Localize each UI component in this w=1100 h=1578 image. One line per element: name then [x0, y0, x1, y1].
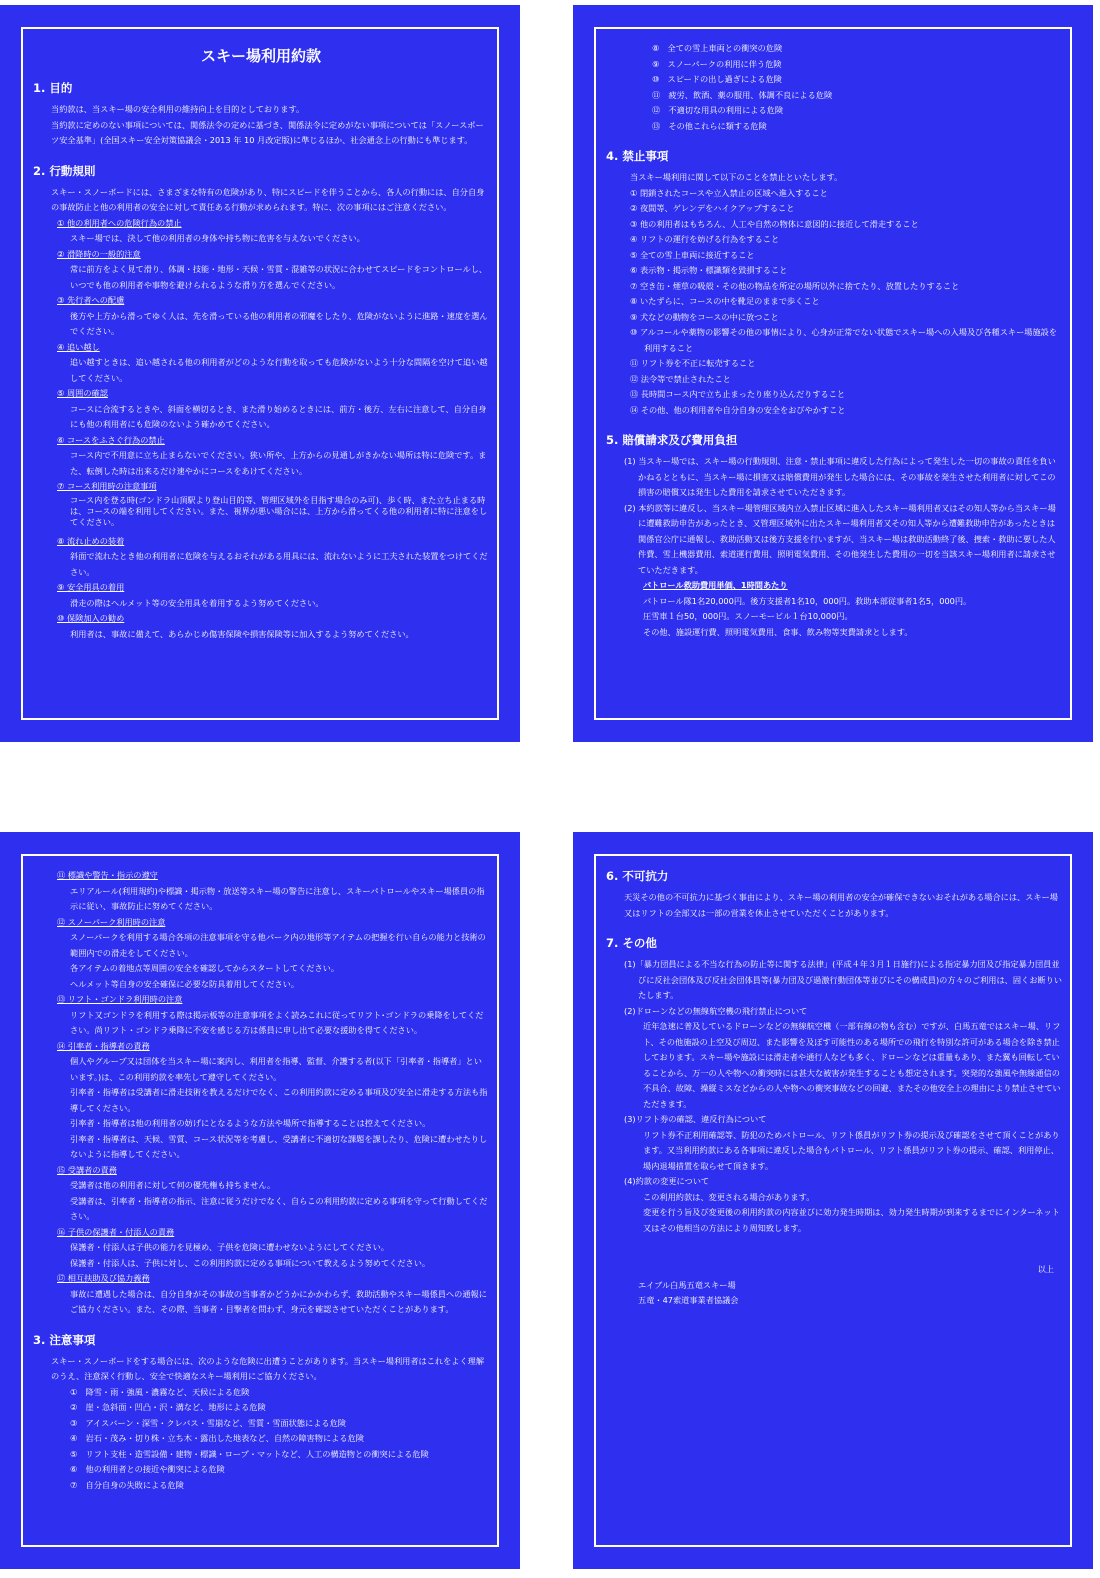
section-4-intro: 当スキー場利用に関して以下のことを禁止といたします。 — [630, 172, 843, 182]
section-7-para-4-heading: (4)約款の変更について — [624, 1176, 710, 1186]
section-5-title: 5. 賠償請求及び費用負担 — [606, 433, 738, 447]
rule-14-heading: ⑭ 引率者・指導者の責務 — [57, 1040, 150, 1051]
risk-item: ⑥ 他の利用者との接近や衝突による危険 — [70, 1464, 225, 1474]
rule-9-heading: ⑨ 安全用具の着用 — [57, 582, 125, 592]
fee-heading: パトロール救助費用単価、1時間あたり — [643, 580, 788, 590]
prohibited-item: ③ 他の利用者はもちろん、人工や自然の物体に意図的に接近して滑走すること — [630, 218, 919, 229]
rule-8-heading: ⑧ 流れ止めの装着 — [57, 535, 125, 546]
prohibited-item: ② 夜間等、ゲレンデをハイクアップすること — [630, 203, 795, 213]
rule-7-body: コース内を登る時(ゴンドラ山頂駅より登山目的等、管理区域外を目指す場合のみ可)、歩く時、また立ち止まる時は、コースの端を利用してください。また、視界が悪い場合には、上方から滑ってくる他の利用者に特に注意をしてください。 — [70, 494, 488, 527]
rule-2-body: 常に前方をよく見て滑り、体調・技能・地形・天候・雪質・混雑等の状況に合わせてスピードをコントロールし、いつでも他の利用者や事物を避けられるような滑り方を選んでください。 — [70, 264, 488, 290]
section-1-para: 当約款は、当スキー場の安全利用の維持向上を目的としております。 — [51, 104, 305, 114]
prohibited-item: ⑦ 空き缶・煙草の吸殻・その他の物品を所定の場所以外に捨てたり、放置したりすること — [630, 280, 960, 291]
section-6-body: 天災その他の不可抗力に基づく事由により、スキー場の利用者の安全が確保できないおそれがある場合には、スキー場又はリフトの全部又は一部の営業を休止させていただくことがあります。 — [624, 892, 1058, 918]
rule-14-body: 個人やグループ又は団体を当スキー場に案内し、利用者を指導、監督、介護する者(以下「引率者・指導者」といいます。)は、この利用約款を率先して遵守してください。 — [70, 1056, 482, 1082]
prohibited-item: ⑧ いたずらに、コースの中を靴足のままで歩くこと — [630, 296, 820, 306]
rule-15-body: 受講者は、引率者・指導者の指示、注意に従うだけでなく、自らこの利用約款に定める事項を守って行動してください。 — [70, 1195, 488, 1221]
risk-item: ⑤ リフト支柱・造雪設備・建物・標識・ロープ・マットなど、人工の構造物との衝突による危険 — [70, 1448, 429, 1459]
organization-name: 五竜・47索道事業者協議会 — [638, 1295, 739, 1305]
section-4-title: 4. 禁止事項 — [606, 149, 669, 163]
prohibited-item: ④ リフトの運行を妨げる行為をすること — [630, 234, 780, 244]
section-5-para-1: (1) 当スキー場では、スキー場の行動規則、注意・禁止事項に違反した行為によって発生した一切の事故の責任を負いかねるとともに、当スキー場に損害又は賠償費用が発生した場合には、その事故を発生させた利用者に対してこの損害の賠償又は発生した費用を請求させていただきます。 — [624, 456, 1056, 497]
page-4 — [573, 832, 1093, 1569]
risk-item: ⑬ その他これらに類する危険 — [652, 120, 767, 131]
fee-line: 圧雪車１台50，000円。スノーモービル１台10,000円。 — [643, 611, 853, 621]
rule-17-heading: ⑰ 相互扶助及び協力義務 — [57, 1273, 150, 1283]
rule-10-body: 利用者は、事故に備えて、あらかじめ傷害保険や損害保険等に加入するよう努めてください。 — [70, 628, 414, 639]
risk-item: ③ アイスバーン・深雪・クレバス・雪崩など、雪質・雪面状態による危険 — [70, 1417, 346, 1428]
page-2 — [573, 5, 1093, 742]
rule-13-heading: ⑬ リフト・ゴンドラ利用時の注意 — [57, 994, 183, 1004]
risk-item: ① 降雪・雨・強風・濃霧など、天候による危険 — [70, 1386, 250, 1397]
rule-2-heading: ② 滑降時の一般的注意 — [57, 248, 141, 259]
rule-12-heading: ⑫ スノーパーク利用時の注意 — [57, 916, 166, 927]
rule-16-heading: ⑯ 子供の保護者・付添人の責務 — [57, 1226, 175, 1237]
rule-8-body: 斜面で流れたとき他の利用者に危険を与えるおそれがある用具には、流れないように工夫された装置をつけてください。 — [70, 551, 488, 577]
risk-item: ④ 岩石・茂み・切り株・立ち木・露出した地表など、自然の障害物による危険 — [70, 1433, 364, 1443]
section-3-intro: スキー・スノーボードをする場合には、次のような危険に出遭うことがあります。当スキー場利用者はこれをよく理解のうえ、注意深く行動し、安全で快適なスキー場利用にご協力ください。 — [51, 1355, 485, 1381]
prohibited-item: ⑫ 法令等で禁止されたこと — [630, 373, 731, 384]
fee-line: その他、施設運行費、照明電気費用、食事、飲み物等実費請求とします。 — [643, 626, 913, 637]
rule-4-heading: ④ 追い越し — [57, 341, 100, 352]
document-title: スキー場利用約款 — [200, 47, 321, 65]
rule-17-body: 事故に遭遇した場合は、自分自身がその事故の当事者かどうかにかかわらず、救助活動やスキー場係員への通報にご協力ください。また、その際、当事者・目撃者を問わず、身元を確認させていただくことがあります。 — [70, 1288, 487, 1314]
closing-mark: 以上 — [1037, 1264, 1054, 1274]
rule-14-body: 引率者・指導者は受講者に滑走技術を教えるだけでなく、この利用約款に定める事項及び安全に滑走する方法も指導してください。 — [70, 1087, 488, 1113]
section-5-para-2: (2) 本約款等に違反し、当スキー場管理区域内立入禁止区域に進入したスキー場利用者又はその知人等から当スキー場に遭難救助申告があったとき、又管理区域外に出たスキー場利用者又その知人等から遭難救助申告があったときは関係官公庁に通報し、救助活動又は後方支援を行いますが、当スキー場は救助活動終了後、捜索・救助に要した人件費、雪上機器費用、索道運行費用、照明電気費用、その他発生した費用の一切を当該スキー場利用者に請求させていただきます。 — [624, 502, 1056, 575]
rule-1-body: スキー場では、決して他の利用者の身体や持ち物に危害を与えないでください。 — [70, 233, 365, 243]
section-6-title: 6. 不可抗力 — [606, 869, 669, 883]
section-7-para-1: (1)「暴力団員による不当な行為の防止等に関する法律」(平成４年３月１日施行)による指定暴力団及び指定暴力団員並びに反社会団体及び反社会団体員等(暴力団及び過激行動団体等並びにその構成員)の方々のご利用は、固くお断りいたします。 — [624, 959, 1062, 1000]
section-2-intro: スキー・スノーボードには、さまざまな特有の危険があり、特にスピードを伴うことから、各人の行動には、自分自身の事故防止と他の利用者の安全に対して責任ある行動が求められます。特に、次の事項にはご注意ください。 — [51, 186, 485, 212]
risk-item: ⑨ スノーパークの利用に伴う危険 — [652, 58, 782, 69]
section-7-para-3-body: リフト券不正利用確認等、防犯のためパトロール、リフト係員がリフト券の提示及び確認をさせて頂くことがあります。又当利用約款にある各事項に違反した場合もパトロール、リフト係員がリフト券の提示、確認、利用停止、場内退場措置を取らせて頂きます。 — [643, 1129, 1060, 1171]
section-1-title: 1. 目的 — [33, 81, 73, 95]
rule-12-body: スノーパークを利用する場合各項の注意事項を守る他パーク内の地形等アイテムの把握を行い自らの能力と技術の範囲内での滑走をしてください。 — [70, 932, 486, 958]
rule-6-heading: ⑥ コースをふさぐ行為の禁止 — [57, 434, 165, 445]
prohibited-item: ⑨ 犬などの動物をコースの中に放つこと — [630, 311, 779, 322]
page-4-frame — [594, 854, 1072, 1547]
prohibited-item: ⑩ アルコールや薬物の影響その他の事情により、心身が正常でない状態でスキー場への入場及び各種スキー場施設を利用すること — [630, 327, 1058, 353]
page-1-frame — [21, 27, 499, 720]
section-7-para-4-body: 変更を行う旨及び変更後の利用約款の内容並びに効力発生時期は、効力発生時期が到来するまでにインターネット又はその他相当の方法により周知致します。 — [643, 1207, 1060, 1233]
rule-6-body: コース内で不用意に立ち止まらないでください。狭い所や、上方からの見通しがきかない場所は特に危険です。また、転倒した時は出来るだけ速やかにコースをあけてください。 — [70, 450, 487, 476]
page-2-frame — [594, 27, 1072, 720]
organization-name: エイブル白馬五竜スキー場 — [638, 1279, 736, 1290]
section-7-para-3-heading: (3)リフト券の確認、違反行為について — [624, 1114, 767, 1124]
prohibited-item: ① 閉鎖されたコースや立入禁止の区域へ進入すること — [630, 187, 828, 198]
risk-item: ⑫ 不適切な用具の利用による危険 — [652, 105, 784, 115]
section-7-para-4-body: この利用約款は、変更される場合があります。 — [643, 1191, 815, 1202]
rule-11-body: エリアルール(利用規約)や標識・掲示物・放送等スキー場の警告に注意し、スキーパトロールやスキー場係員の指示に従い、事故防止に努めてください。 — [70, 885, 485, 911]
rule-11-heading: ⑪ 標識や警告・指示の遵守 — [57, 870, 158, 880]
rule-16-body: 保護者・付添人は子供の能力を見極め、子供を危険に遭わせないようにしてください。 — [70, 1242, 389, 1252]
risk-item: ⑦ 自分自身の失敗による危険 — [70, 1479, 184, 1490]
section-1-para: 当約款に定めのない事項については、関係法令の定めに基づき、関係法令に定めがない事項については「スノースポーツ安全基準」(全国スキー安全対策協議会・2013 年 10 月改定版)に準じるほか、社会通念上の行動にも準じます。 — [51, 119, 484, 145]
rule-12-body: 各アイテムの着地点等周囲の安全を確認してからスタートしてください。 — [70, 963, 340, 973]
fee-line: パトロール隊1名20,000円。後方支援者1名10，000円。救助本部従事者1名5，000円。 — [643, 595, 972, 606]
rule-14-body: 引率者・指導者は、天候、雪質、コース状況等を考慮し、受講者に不適切な課題を課したり、危険に遭わせたりしないように指導してください。 — [70, 1133, 488, 1159]
rule-5-heading: ⑤ 周囲の確認 — [57, 388, 108, 398]
section-7-title: 7. その他 — [606, 936, 657, 950]
section-2-title: 2. 行動規則 — [33, 163, 96, 178]
page-3 — [0, 832, 520, 1569]
rule-10-heading: ⑩ 保険加入の勧め — [57, 613, 125, 623]
section-7-para-2-heading: (2)ドローンなどの無線航空機の飛行禁止について — [624, 1005, 808, 1016]
rule-14-body: 引率者・指導者は他の利用者の妨げにとなるような方法や場所で指導することは控えてください。 — [70, 1118, 431, 1128]
page-3-frame — [21, 854, 499, 1547]
prohibited-item: ⑥ 表示物・掲示物・標識類を毀損すること — [630, 265, 788, 275]
prohibited-item: ⑤ 全ての雪上車両に接近すること — [630, 249, 755, 260]
rule-4-body: 追い越すときは、追い越される他の利用者がどのような行動を取っても危険がないよう十分な間隔を空けて追い越してください。 — [70, 357, 488, 383]
prohibited-item: ⑬ 長時間コース内で立ち止まったり座り込んだりすること — [630, 389, 846, 399]
rule-3-body: 後方や上方から滑ってゆく人は、先を滑っている他の利用者の邪魔をしたり、危険がないように進路・速度を選んでください。 — [70, 310, 488, 336]
rule-16-body: 保護者・付添人は、子供に対し、この利用約款に定める事項について教えるよう努めてください。 — [70, 1257, 431, 1268]
prohibited-item: ⑪ リフト券を不正に転売すること — [630, 358, 756, 368]
rule-3-heading: ③ 先行者への配慮 — [57, 295, 125, 305]
rule-7-heading: ⑦ コース利用時の注意事項 — [57, 481, 157, 491]
page-1 — [0, 5, 520, 742]
rule-12-body: ヘルメット等自身の安全確保に必要な防具着用してください。 — [70, 978, 300, 989]
prohibited-item: ⑭ その他、他の利用者や自分自身の安全をおびやかすこと — [630, 404, 846, 415]
section-7-para-2-body: 近年急速に普及しているドローンなどの無線航空機（一部有線の物も含む）ですが、白馬五竜ではスキー場、リフト、その他施設の上空及び周辺、また影響を及ぼす可能性のある場所での飛行を特別な許可がある場合を除き禁止しております。スキー場や施設には滑走者や通行人なども多く、ドローンなどは重量もあり、また翼も回転していることから、万一の人や物への衝突時には甚大な被害が発生することも想定されます。突発的な強風や無線通信の不具合、故障、操縦ミスなどからの人や物への衝突事故などの回避、またその他安全上の理由により禁止させていただきます。 — [643, 1021, 1061, 1109]
rule-15-body: 受講者は他の利用者に対して何の優先権も持ちません。 — [70, 1180, 276, 1190]
rule-1-heading: ① 他の利用者への危険行為の禁止 — [57, 217, 182, 228]
rule-15-heading: ⑮ 受講者の責務 — [57, 1164, 117, 1175]
section-3-title: 3. 注意事項 — [33, 1332, 96, 1347]
risk-item: ② 崖・急斜面・凹凸・沢・溝など、地形による危険 — [70, 1402, 266, 1412]
rule-13-body: リフト又ゴンドラを利用する際は掲示板等の注意事項をよく読みこれに従ってリフト･ゴンドラの乗降をしてください。尚リフト・ゴンドラ乗降に不安を感じる方は係員に申し出て必要な援助を得てください。 — [70, 1009, 484, 1035]
risk-item: ⑪ 疲労、飲酒、薬の服用、体調不良による危険 — [652, 89, 833, 100]
rule-5-body: コースに合流するときや、斜面を横切るとき、また滑り始めるときには、前方・後方、左右に注意して、自分自身にも他の利用者にも危険のないよう確かめてください。 — [70, 403, 487, 429]
rule-9-body: 滑走の際はヘルメット等の安全用具を着用するよう努めてください。 — [70, 597, 324, 608]
risk-item: ⑩ スピードの出し過ぎによる危険 — [652, 74, 782, 84]
risk-item: ⑧ 全ての雪上車両との衝突の危険 — [652, 43, 783, 53]
